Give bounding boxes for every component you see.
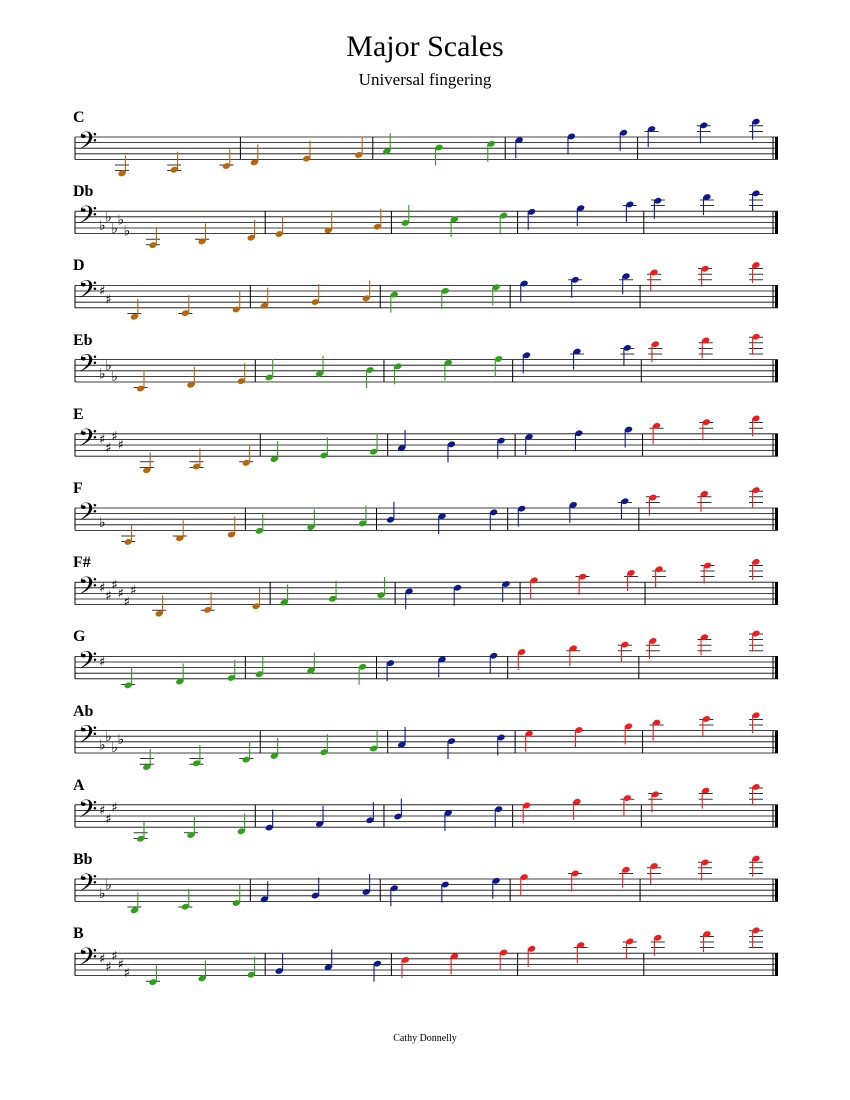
key-label: Db [73, 183, 94, 201]
bass-clef-icon: 𝄢 [78, 720, 98, 756]
bass-clef-icon: 𝄢 [78, 201, 98, 237]
flat-icon: ♭ [105, 877, 112, 894]
flat-icon: ♭ [99, 514, 106, 531]
flat-icon: ♭ [99, 885, 106, 902]
key-label: A [73, 776, 85, 794]
bass-clef-icon: 𝄢 [78, 127, 98, 162]
page-title: Major Scales [346, 30, 504, 63]
sharp-icon: ♯ [123, 594, 131, 610]
sharp-icon: ♯ [99, 432, 106, 448]
flat-icon: ♭ [105, 209, 112, 226]
key-label: F# [73, 554, 91, 572]
flat-icon: ♭ [105, 729, 112, 745]
sharp-icon: ♯ [99, 951, 106, 967]
flat-icon: ♭ [99, 366, 106, 383]
bass-clef-icon: 𝄢 [78, 794, 98, 830]
sharp-icon: ♯ [111, 429, 118, 445]
sharp-icon: ♯ [105, 960, 112, 976]
bass-clef-icon: 𝄢 [78, 498, 98, 533]
sharp-icon: ♯ [111, 578, 118, 593]
composer-credit: Cathy Donnelly [393, 1033, 457, 1044]
sharp-icon: ♯ [99, 580, 106, 596]
key-label: C [73, 109, 85, 126]
flat-icon: ♭ [99, 218, 106, 234]
bass-clef-icon: 𝄢 [78, 646, 98, 682]
flat-icon: ♭ [105, 358, 112, 374]
flat-icon: ♭ [111, 369, 119, 386]
sharp-icon: ♯ [105, 811, 112, 827]
sharp-icon: ♯ [117, 438, 124, 453]
key-label: Bb [73, 851, 93, 868]
sharp-icon: ♯ [105, 440, 112, 456]
flat-icon: ♭ [117, 212, 125, 229]
bass-clef-icon: 𝄢 [78, 572, 98, 608]
key-label: E [73, 405, 84, 423]
sharp-icon: ♯ [117, 957, 124, 973]
sharp-icon: ♯ [117, 586, 124, 602]
bass-clef-icon: 𝄢 [78, 275, 98, 311]
flat-icon: ♭ [99, 737, 106, 754]
page-subtitle: Universal fingering [358, 70, 492, 89]
bass-clef-icon: 𝄢 [78, 869, 98, 904]
bass-clef-icon: 𝄢 [78, 943, 98, 979]
key-label: B [73, 925, 84, 943]
flat-icon: ♭ [111, 740, 119, 757]
sharp-icon: ♯ [111, 800, 118, 816]
sharp-icon: ♯ [99, 803, 106, 819]
key-label: D [73, 257, 85, 275]
sharp-icon: ♯ [105, 589, 112, 605]
sharp-icon: ♯ [105, 292, 112, 308]
bass-clef-icon: 𝄢 [78, 423, 98, 459]
sharp-icon: ♯ [123, 965, 131, 981]
sharp-icon: ♯ [130, 583, 137, 599]
key-label: G [73, 628, 86, 646]
bass-clef-icon: 𝄢 [78, 349, 98, 385]
sharp-icon: ♯ [99, 655, 106, 670]
key-label: Eb [73, 331, 93, 349]
flat-icon: ♭ [111, 220, 119, 237]
flat-icon: ♭ [117, 731, 125, 748]
key-label: F [73, 480, 83, 497]
sharp-icon: ♯ [99, 284, 106, 299]
key-label: Ab [73, 702, 94, 720]
sharp-icon: ♯ [111, 949, 118, 964]
flat-icon: ♭ [123, 223, 131, 240]
